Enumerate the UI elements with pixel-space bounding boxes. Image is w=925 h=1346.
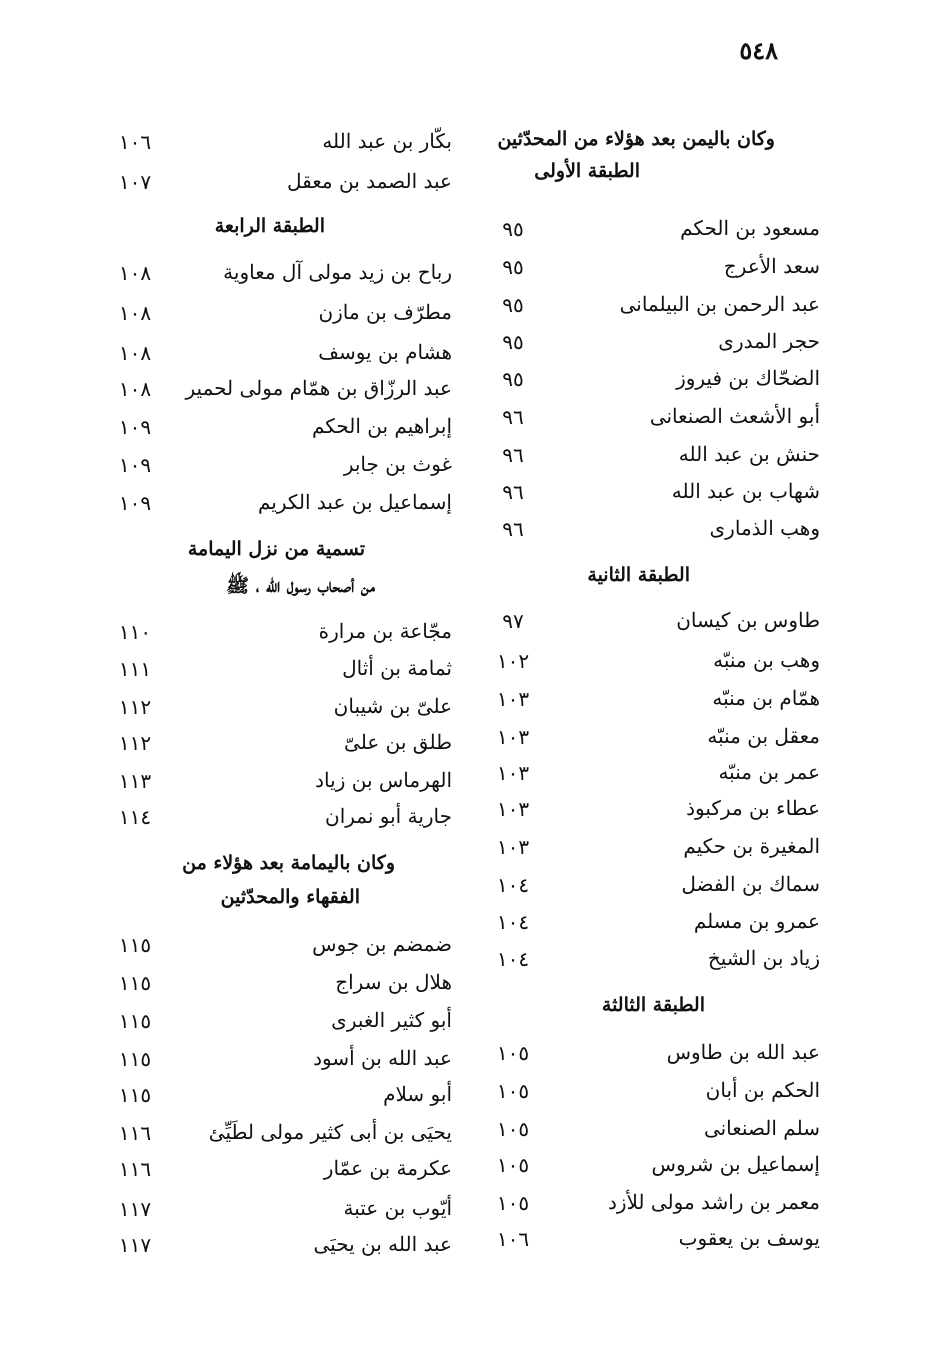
list-entry [100, 764, 470, 800]
entry-page-number: ١٠٧ [118, 170, 152, 194]
entry-page-number: ١٠٦ [118, 130, 152, 154]
entry-page-number: ١٠٣ [496, 761, 530, 785]
entry-name: يوسف بن يعقوب [678, 1226, 820, 1250]
list-entry [100, 1004, 470, 1040]
list-entry [470, 325, 830, 361]
entry-page-number: ١١٥ [118, 971, 152, 995]
entry-page-number: ٩٥ [502, 367, 524, 391]
entry-name: مجّاعة بن مرارة [318, 619, 452, 643]
entry-name: هلال بن سراج [335, 970, 452, 994]
entry-name: رباح بن زيد مولى آل معاوية [223, 260, 452, 284]
entry-page-number: ١٠٣ [496, 797, 530, 821]
entry-name: معمر بن راشد مولى للأزد [607, 1190, 820, 1214]
entry-page-number: ١٠٤ [496, 910, 530, 934]
section-heading: وكان باليمامة بعد هؤلاء من [182, 852, 395, 874]
entry-page-number: ١٠٣ [496, 725, 530, 749]
entry-name: إسماعيل بن شروس [651, 1152, 820, 1176]
list-entry [100, 256, 470, 292]
entry-page-number: ١٠٦ [496, 1227, 530, 1251]
list-entry [100, 1042, 470, 1078]
list-entry [100, 652, 470, 688]
entry-name: طاوس بن كيسان [676, 608, 820, 632]
entry-name: عبد الله بن أسود [313, 1046, 452, 1070]
list-entry [470, 1036, 830, 1072]
list-entry [470, 792, 830, 828]
entry-name: عبد الصمد بن معقل [286, 169, 452, 193]
section-heading: الطبقة الثانية [587, 564, 690, 586]
entry-page-number: ١١٥ [118, 1047, 152, 1071]
list-entry [470, 475, 830, 511]
list-entry [470, 400, 830, 436]
entry-page-number: ١١٧ [118, 1233, 152, 1257]
entry-page-number: ٩٧ [502, 609, 524, 633]
section-heading: الفقهاء والمحدّثين [220, 886, 360, 908]
entry-name: عبد الرزّاق بن همّام مولى لحمير [185, 376, 452, 400]
list-entry [470, 250, 830, 286]
entry-name: مطرّف بن مازن [318, 300, 452, 324]
list-entry [470, 756, 830, 792]
entry-page-number: ١٠٥ [496, 1191, 530, 1215]
entry-name: الحكم بن أبان [705, 1078, 820, 1102]
entry-name: عمرو بن مسلم [693, 909, 820, 933]
entry-name: يحيَى بن أبى كثير مولى لطَيِّئ [208, 1120, 452, 1144]
list-entry [100, 165, 470, 201]
list-entry [100, 1152, 470, 1188]
entry-name: عبد الرحمن بن البيلمانى [619, 292, 820, 316]
entry-name: سلم الصنعانى [703, 1116, 820, 1140]
entry-page-number: ١٠٨ [118, 301, 152, 325]
entry-page-number: ١٠٩ [118, 415, 152, 439]
entry-page-number: ١١٥ [118, 1083, 152, 1107]
entry-page-number: ٩٦ [502, 517, 524, 541]
list-entry [100, 800, 470, 836]
entry-name: أيّوب بن عتبة [343, 1196, 452, 1220]
entry-page-number: ١٠٩ [118, 453, 152, 477]
entry-name: إبراهيم بن الحكم [311, 414, 452, 438]
list-entry [470, 1112, 830, 1148]
entry-name: أبو كثير الغبرى [331, 1008, 452, 1032]
entry-name: ثمامة بن أثال [342, 656, 452, 680]
list-entry [470, 868, 830, 904]
entry-name: أبو الأشعث الصنعانى [649, 404, 820, 428]
list-entry [100, 486, 470, 522]
entry-page-number: ١١٥ [118, 1009, 152, 1033]
entry-name: حنش بن عبد الله [678, 442, 820, 466]
entry-page-number: ١١٦ [118, 1157, 152, 1181]
entry-page-number: ١١٢ [118, 695, 152, 719]
entry-name: هشام بن يوسف [318, 340, 452, 364]
list-entry [470, 720, 830, 756]
entry-name: همّام بن منبّه [712, 686, 820, 710]
entry-page-number: ١٠٩ [118, 491, 152, 515]
entry-name: الضحّاك بن فيروز [676, 366, 820, 390]
list-entry [100, 448, 470, 484]
entry-name: وهب الذمارى [709, 516, 820, 540]
entry-page-number: ١١٤ [118, 805, 152, 829]
list-entry [100, 125, 470, 161]
list-entry [100, 726, 470, 762]
section-heading: وكان باليمن بعد هؤلاء من المحدّثين [497, 128, 775, 150]
list-entry [470, 438, 830, 474]
entry-page-number: ١٠٨ [118, 341, 152, 365]
list-entry [470, 1222, 830, 1258]
list-entry [470, 905, 830, 941]
entry-page-number: ١٠٨ [118, 377, 152, 401]
list-entry [470, 1186, 830, 1222]
entry-page-number: ١١٥ [118, 933, 152, 957]
entry-page-number: ٩٥ [502, 330, 524, 354]
list-entry [100, 615, 470, 651]
entry-page-number: ١١٧ [118, 1197, 152, 1221]
entry-name: طلق بن علىّ [344, 730, 452, 754]
section-heading: الطبقة الأولى [534, 160, 640, 182]
entry-name: شهاب بن عبد الله [671, 479, 820, 503]
list-entry [100, 690, 470, 726]
list-entry [100, 966, 470, 1002]
entry-page-number: ١١٦ [118, 1121, 152, 1145]
entry-page-number: ١٠٤ [496, 873, 530, 897]
entry-name: علىّ بن شيبان [333, 694, 452, 718]
list-entry [100, 336, 470, 372]
entry-name: الهرماس بن زياد [315, 768, 452, 792]
entry-page-number: ١٠٢ [496, 649, 530, 673]
entry-page-number: ١٠٣ [496, 835, 530, 859]
page-number: ٥٤٨ [739, 36, 778, 65]
list-entry [470, 1074, 830, 1110]
entry-page-number: ١٠٨ [118, 261, 152, 285]
entry-name: معقل بن منبّه [707, 724, 820, 748]
section-heading: الطبقة الثالثة [601, 994, 705, 1016]
list-entry [100, 410, 470, 446]
entry-page-number: ١٠٤ [496, 947, 530, 971]
entry-name: سعد الأعرج [723, 254, 820, 278]
list-entry [470, 512, 830, 548]
entry-name: حجر المدرى [718, 329, 820, 353]
entry-name: عكرمة بن عمّار [323, 1156, 452, 1180]
list-entry [470, 644, 830, 680]
entry-name: جارية أبو نمران [325, 804, 452, 828]
list-entry [100, 372, 470, 408]
entry-page-number: ١٠٥ [496, 1117, 530, 1141]
entry-page-number: ٩٦ [502, 405, 524, 429]
entry-page-number: ١١٣ [118, 769, 152, 793]
entry-name: غوث بن جابر [343, 452, 452, 476]
entry-page-number: ٩٥ [502, 217, 524, 241]
entry-name: عطاء بن مركبوذ [686, 796, 820, 820]
list-entry [100, 1228, 470, 1264]
list-entry [470, 288, 830, 324]
entry-page-number: ١٠٥ [496, 1153, 530, 1177]
entry-page-number: ١١٢ [118, 731, 152, 755]
list-entry [470, 1148, 830, 1184]
entry-name: عبد الله بن طاوس [666, 1040, 820, 1064]
list-entry [470, 682, 830, 718]
section-heading: الطبقة الرابعة [214, 215, 325, 237]
entry-page-number: ١٠٥ [496, 1079, 530, 1103]
entry-name: عبد الله بن يحيَى [313, 1232, 452, 1256]
entry-name: سماك بن الفضل [681, 872, 820, 896]
list-entry [470, 942, 830, 978]
entry-page-number: ٩٦ [502, 480, 524, 504]
entry-name: وهب بن منبّه [713, 648, 820, 672]
entry-page-number: ٩٥ [502, 255, 524, 279]
entry-name: إسماعيل بن عبد الكريم [257, 490, 452, 514]
entry-page-number: ١١٠ [118, 620, 152, 644]
list-entry [100, 296, 470, 332]
section-heading: من أصحاب رسول الله ، ﷺ [226, 575, 375, 597]
list-entry [100, 1192, 470, 1228]
entry-name: زياد بن الشيخ [707, 946, 820, 970]
entry-page-number: ١٠٥ [496, 1041, 530, 1065]
list-entry [470, 362, 830, 398]
entry-page-number: ١١١ [118, 657, 152, 681]
section-heading: تسمية من نزل اليمامة [187, 538, 365, 560]
entry-page-number: ١٠٣ [496, 687, 530, 711]
entry-name: أبو سلام [383, 1082, 452, 1106]
list-entry [100, 928, 470, 964]
entry-name: عمر بن منبّه [718, 760, 820, 784]
list-entry [100, 1116, 470, 1152]
list-entry [470, 830, 830, 866]
list-entry [470, 212, 830, 248]
entry-name: المغيرة بن حكيم [683, 834, 820, 858]
entry-name: مسعود بن الحكم [680, 216, 820, 240]
entry-page-number: ٩٥ [502, 293, 524, 317]
list-entry [100, 1078, 470, 1114]
list-entry [470, 604, 830, 640]
entry-name: ضمضم بن جوس [312, 932, 452, 956]
entry-page-number: ٩٦ [502, 443, 524, 467]
entry-name: بكّار بن عبد الله [322, 129, 452, 153]
